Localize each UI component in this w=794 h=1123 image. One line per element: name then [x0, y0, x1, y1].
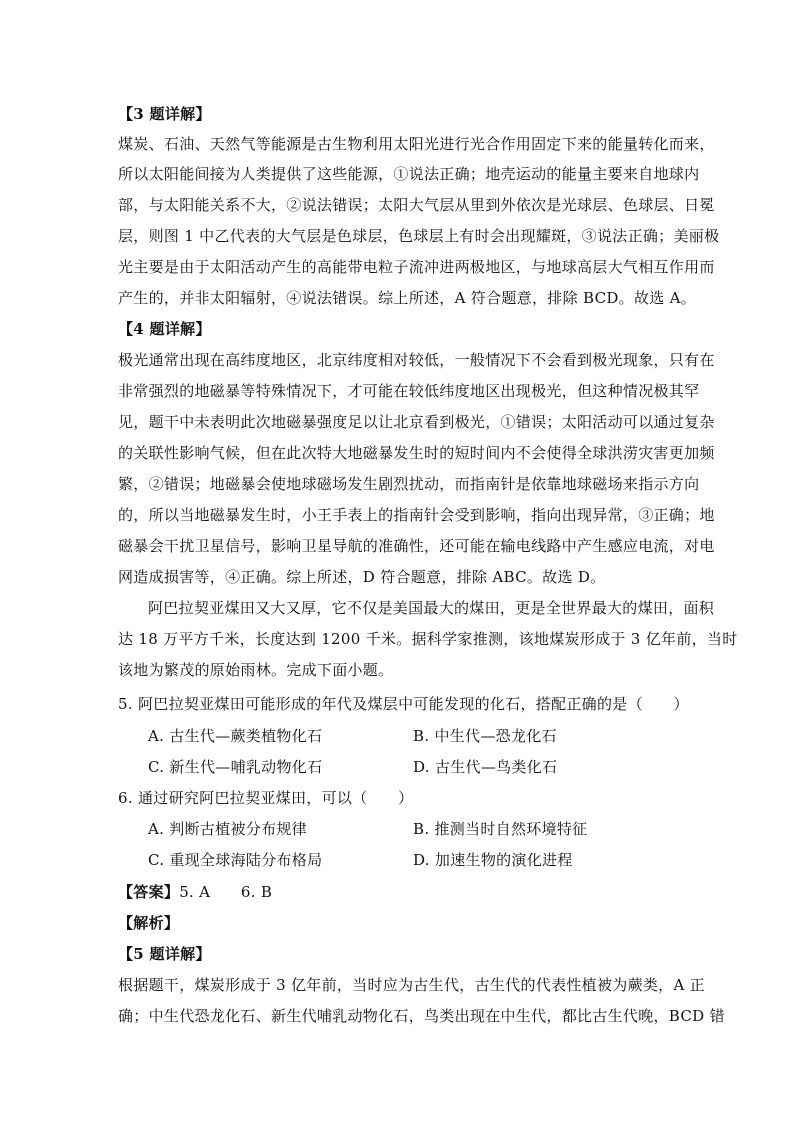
section-5-heading: 【5 题详解】 [118, 945, 211, 963]
section-3-line-5: 光主要是由于太阳活动产生的高能带电粒子流冲进两极地区，与地球高层大气相互作用而 [118, 258, 715, 276]
question-5-option-c: C. 新生代—哺乳动物化石 [148, 758, 323, 776]
section-4-heading: 【4 题详解】 [118, 320, 211, 338]
question-6-option-c: C. 重现全球海陆分布格局 [148, 851, 323, 869]
question-5-option-a: A. 古生代—蕨类植物化石 [148, 727, 323, 745]
question-6-option-a: A. 判断古植被分布规律 [148, 820, 307, 838]
question-5-option-b: B. 中生代—恐龙化石 [413, 727, 557, 745]
answer-line [118, 882, 272, 902]
analysis-label: 【解析】 [118, 914, 180, 932]
section-3-line-2: 所以太阳能间接为人类提供了这些能源，①说法正确；地壳运动的能量主要来自地球内 [118, 165, 700, 183]
question-5-stem: 5. 阿巴拉契亚煤田可能形成的年代及煤层中可能发现的化石，搭配正确的是（ ） [118, 695, 689, 713]
section-4-line-8: 网造成损害等，④正确。综上所述，D 符合题意，排除 ABC。故选 D。 [118, 568, 606, 586]
section-3-line-6: 产生的，并非太阳辐射，④说法错误。综上所述，A 符合题意，排除 BCD。故选 A。 [118, 289, 697, 307]
section-5-line-2: 确；中生代恐龙化石、新生代哺乳动物化石，鸟类出现在中生代，都比古生代晚，BCD 错 [118, 1007, 725, 1025]
section-3-line-4: 层，则图 1 中乙代表的大气层是色球层，色球层上有时会出现耀斑，③说法正确；美丽极 [118, 227, 720, 245]
passage-line-3: 该地为繁茂的原始雨林。完成下面小题。 [118, 661, 394, 679]
section-3-line-3: 部，与太阳能关系不大，②说法错误；太阳大气层从里到外依次是光球层、色球层、日冕 [118, 196, 715, 214]
answer-label: 【答案】 [118, 883, 180, 901]
question-5-option-d: D. 古生代—鸟类化石 [413, 758, 558, 776]
answer-text: 5. A 6. B [179, 883, 273, 901]
section-3-heading: 【3 题详解】 [118, 105, 211, 123]
passage-line-2: 达 18 万平方千米，长度达到 1200 千米。据科学家推测，该地煤炭形成于 3 亿年前，当时 [118, 630, 738, 648]
question-6-stem: 6. 通过研究阿巴拉契亚煤田，可以（ ） [118, 789, 414, 807]
section-4-line-3: 见，题干中未表明此次地磁暴强度足以让北京看到极光，①错误；太阳活动可以通过复杂 [118, 413, 715, 431]
section-4-line-2: 非常强烈的地磁暴等特殊情况下，才可能在较低纬度地区出现极光，但这种情况极其罕 [118, 382, 700, 400]
section-4-line-7: 磁暴会干扰卫星信号，影响卫星导航的准确性，还可能在输电线路中产生感应电流，对电 [118, 537, 715, 555]
question-6-option-d: D. 加速生物的演化进程 [413, 851, 573, 869]
section-4-line-5: 繁，②错误；地磁暴会使地球磁场发生剧烈扰动，而指南针是依靠地球磁场来指示方向 [118, 475, 700, 493]
passage-line-1: 阿巴拉契亚煤田又大又厚，它不仅是美国最大的煤田，更是全世界最大的煤田，面积 [148, 599, 715, 617]
question-6-option-b: B. 推测当时自然环境特征 [413, 820, 588, 838]
section-3-line-1: 煤炭、石油、天然气等能源是古生物利用太阳光进行光合作用固定下来的能量转化而来， [118, 135, 715, 153]
section-5-line-1: 根据题干，煤炭形成于 3 亿年前，当时应为古生代，古生代的代表性植被为蕨类，A 正 [118, 976, 705, 994]
section-4-line-6: 的，所以当地磁暴发生时，小王手表上的指南针会受到影响，指向出现异常，③正确；地 [118, 506, 715, 524]
section-4-line-4: 的关联性影响气候，但在此次特大地磁暴发生时的短时间内不会使得全球洪涝灾害更加频 [118, 444, 715, 462]
section-4-line-1: 极光通常出现在高纬度地区，北京纬度相对较低，一般情况下不会看到极光现象，只有在 [118, 351, 715, 369]
